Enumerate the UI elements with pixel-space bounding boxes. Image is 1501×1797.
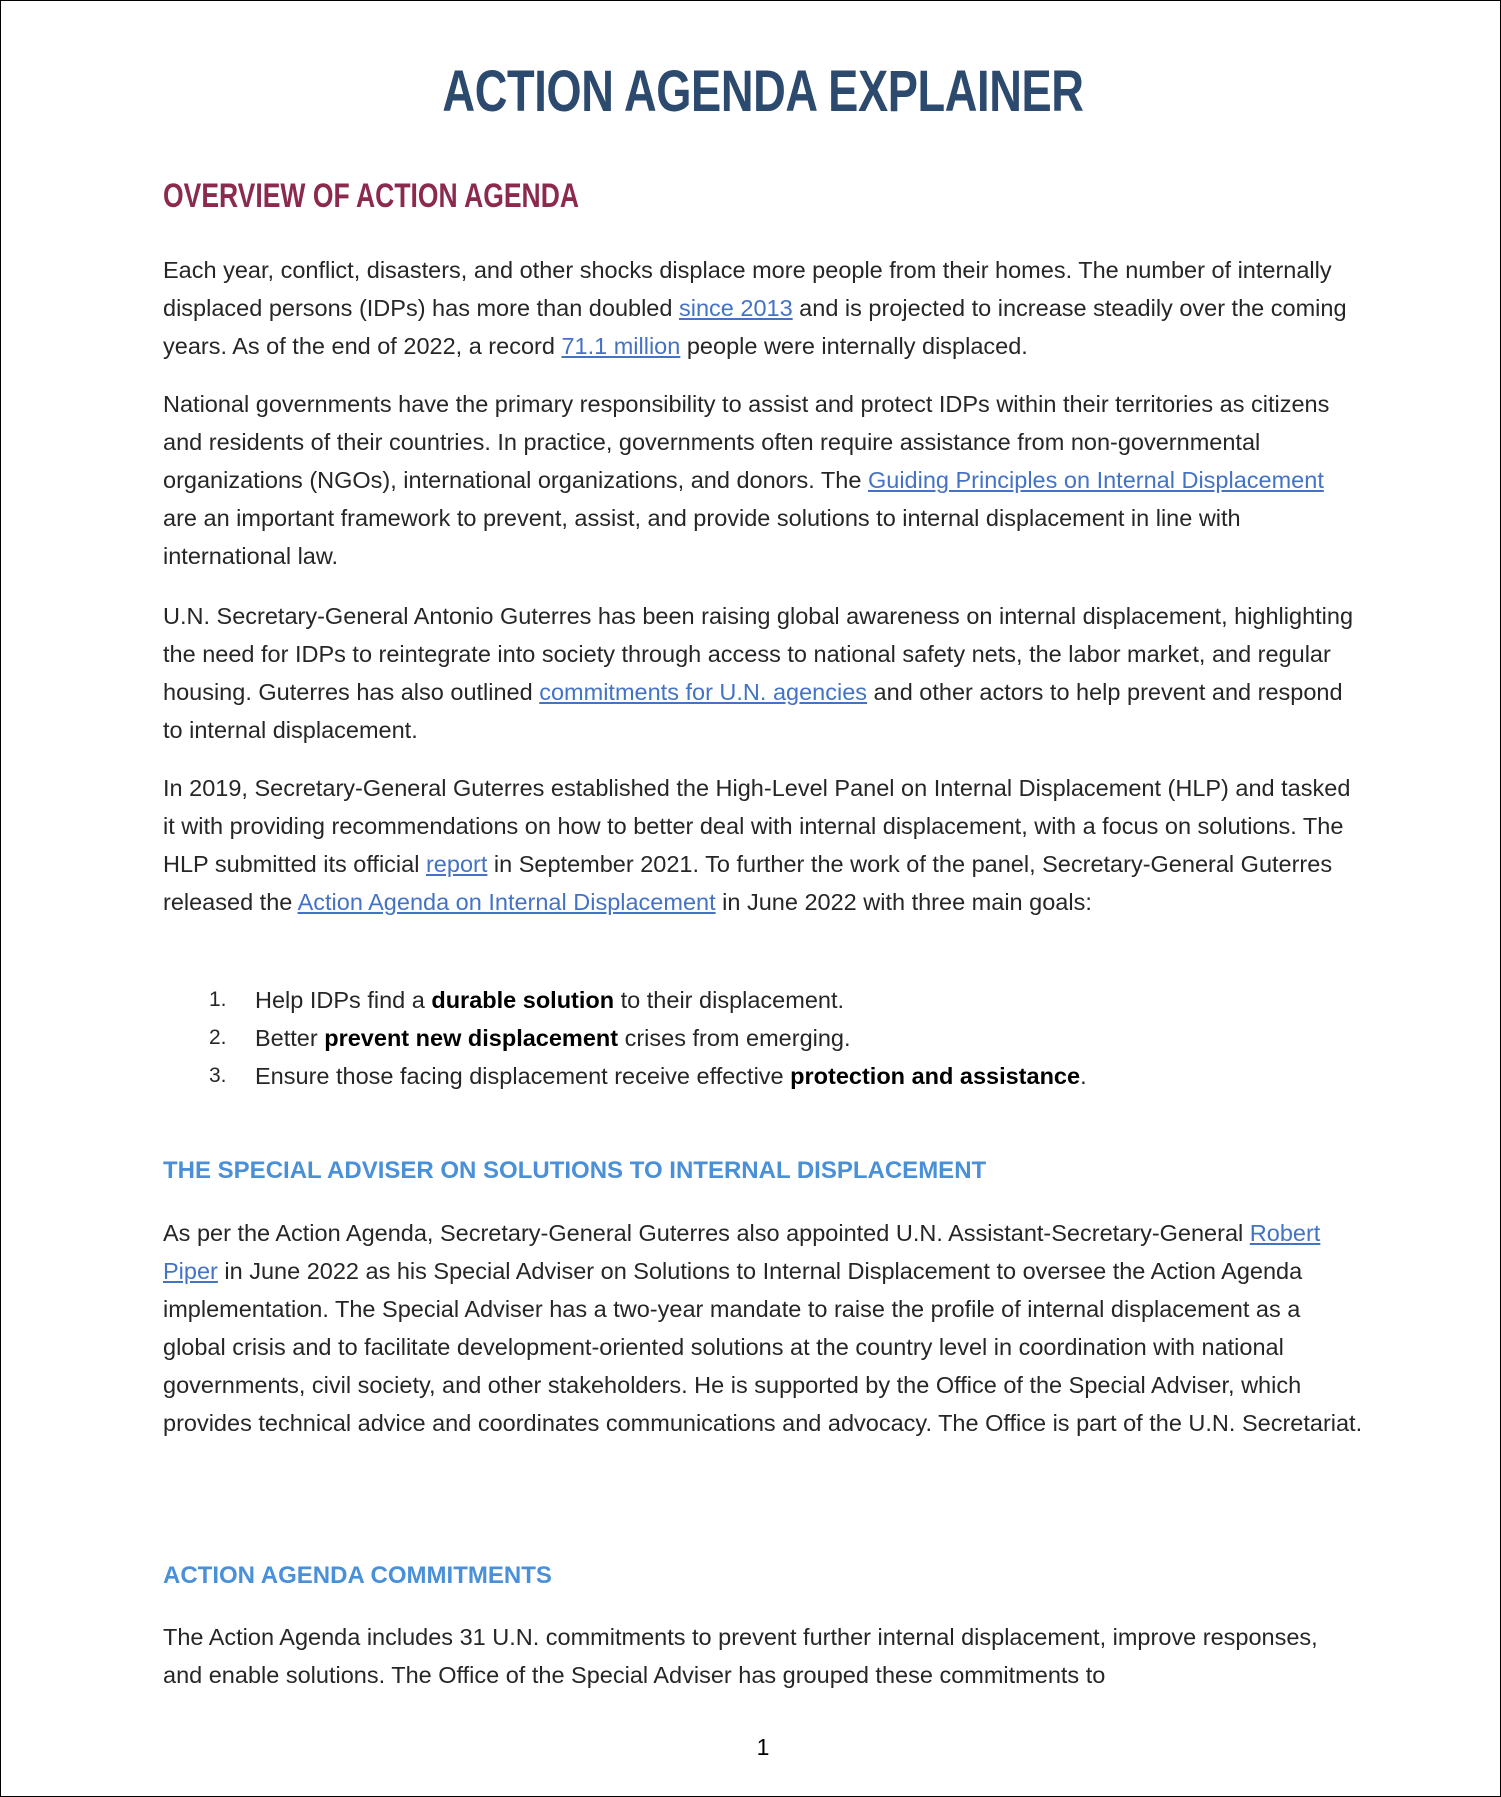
overview-paragraph-2 bbox=[163, 385, 1363, 575]
robert-piper-link[interactable]: Robert Piper bbox=[163, 1220, 1321, 1284]
goal-item bbox=[209, 1057, 1309, 1095]
text-span: . bbox=[1080, 1063, 1087, 1089]
goals-list bbox=[209, 981, 1309, 1095]
special-adviser-heading: THE SPECIAL ADVISER ON SOLUTIONS TO INTERNAL DISPLACEMENT bbox=[163, 1157, 987, 1184]
71-million-link[interactable]: 71.1 million bbox=[561, 333, 681, 359]
overview-heading: OVERVIEW OF ACTION AGENDA bbox=[163, 177, 579, 215]
commitments-for-un-agencies-link[interactable]: commitments for U.N. agencies bbox=[539, 679, 868, 705]
text-span: and is projected to increase steadily over the coming years. As of the end of 2022, a record bbox=[163, 295, 1347, 359]
text-span: As per the Action Agenda, Secretary-General Guterres also appointed U.N. Assistant-Secretary-General bbox=[163, 1220, 1250, 1246]
goal-emphasis: protection and assistance bbox=[790, 1063, 1081, 1089]
text-span: people were internally displaced. bbox=[680, 333, 1028, 359]
goal-number: 3. bbox=[209, 1064, 227, 1087]
text-span: in June 2022 as his Special Adviser on Solutions to Internal Displacement to oversee the Action Agenda implementation. The Special Adviser has a two-year mandate to raise the profile of internal displacement as a global crisis and to facilitate development-oriented solutions at the country level in coordination with national governments, civil society, and other stakeholders. He is supported by the Office of the Special Adviser, which provides technical advice and coordinates communications and advocacy. The Office is part of the U.N. Secretariat. bbox=[163, 1258, 1363, 1436]
overview-paragraph-1 bbox=[163, 251, 1363, 365]
text-span: U.N. Secretary-General Antonio Guterres has been raising global awareness on internal displacement, highlighting the need for IDPs to reintegrate into society through access to national safety nets, the labor market, and regular housing. Guterres has also outlined bbox=[163, 603, 1354, 705]
text-span: Better bbox=[255, 1025, 325, 1051]
text-span: to their displacement. bbox=[614, 987, 845, 1013]
text-span: in June 2022 with three main goals: bbox=[715, 889, 1092, 915]
text-span: in September 2021. To further the work of the panel, Secretary-General Guterres released the bbox=[163, 851, 1333, 915]
goal-item bbox=[209, 1019, 1309, 1057]
text-span: National governments have the primary responsibility to assist and protect IDPs within their territories as citizens and residents of their countries. In practice, governments often require assistance from non-governmental organizations (NGOs), international organizations, and donors. The bbox=[163, 391, 1330, 493]
hlp-report-link[interactable]: report bbox=[425, 851, 488, 877]
text-span: are an important framework to prevent, assist, and provide solutions to internal displacement in line with international law. bbox=[163, 505, 1241, 569]
commitments-heading: ACTION AGENDA COMMITMENTS bbox=[163, 1562, 552, 1589]
special-adviser-paragraph bbox=[163, 1214, 1363, 1442]
overview-paragraph-4 bbox=[163, 769, 1363, 921]
text-span: Each year, conflict, disasters, and other shocks displace more people from their homes. The number of internally displaced persons (IDPs) has more than doubled bbox=[163, 257, 1332, 321]
goal-number: 2. bbox=[209, 1026, 227, 1049]
text-span: Help IDPs find a bbox=[255, 987, 432, 1013]
goal-item bbox=[209, 981, 1309, 1019]
page-number: 1 bbox=[756, 1734, 770, 1760]
goal-emphasis: prevent new displacement bbox=[324, 1025, 619, 1051]
document-title: ACTION AGENDA EXPLAINER bbox=[442, 59, 1084, 124]
overview-paragraph-3 bbox=[163, 597, 1363, 749]
since-2013-link[interactable]: since 2013 bbox=[678, 295, 793, 321]
text-span: In 2019, Secretary-General Guterres established the High-Level Panel on Internal Displacement (HLP) and tasked it with providing recommendations on how to better deal with internal displacement, with a focus on solutions. The HLP submitted its official bbox=[163, 775, 1351, 877]
commitments-paragraph: The Action Agenda includes 31 U.N. commitments to prevent further internal displacement, improve responses, and enable solutions. The Office of the Special Adviser has grouped these commitments to bbox=[163, 1624, 1318, 1688]
guiding-principles-link[interactable]: Guiding Principles on Internal Displacement bbox=[867, 467, 1324, 493]
text-span: Ensure those facing displacement receive effective bbox=[255, 1063, 791, 1089]
text-span: crises from emerging. bbox=[618, 1025, 851, 1051]
goal-emphasis: durable solution bbox=[431, 987, 615, 1013]
action-agenda-link[interactable]: Action Agenda on Internal Displacement bbox=[297, 889, 716, 915]
text-span: and other actors to help prevent and respond to internal displacement. bbox=[163, 679, 1343, 743]
goal-number: 1. bbox=[209, 988, 227, 1011]
